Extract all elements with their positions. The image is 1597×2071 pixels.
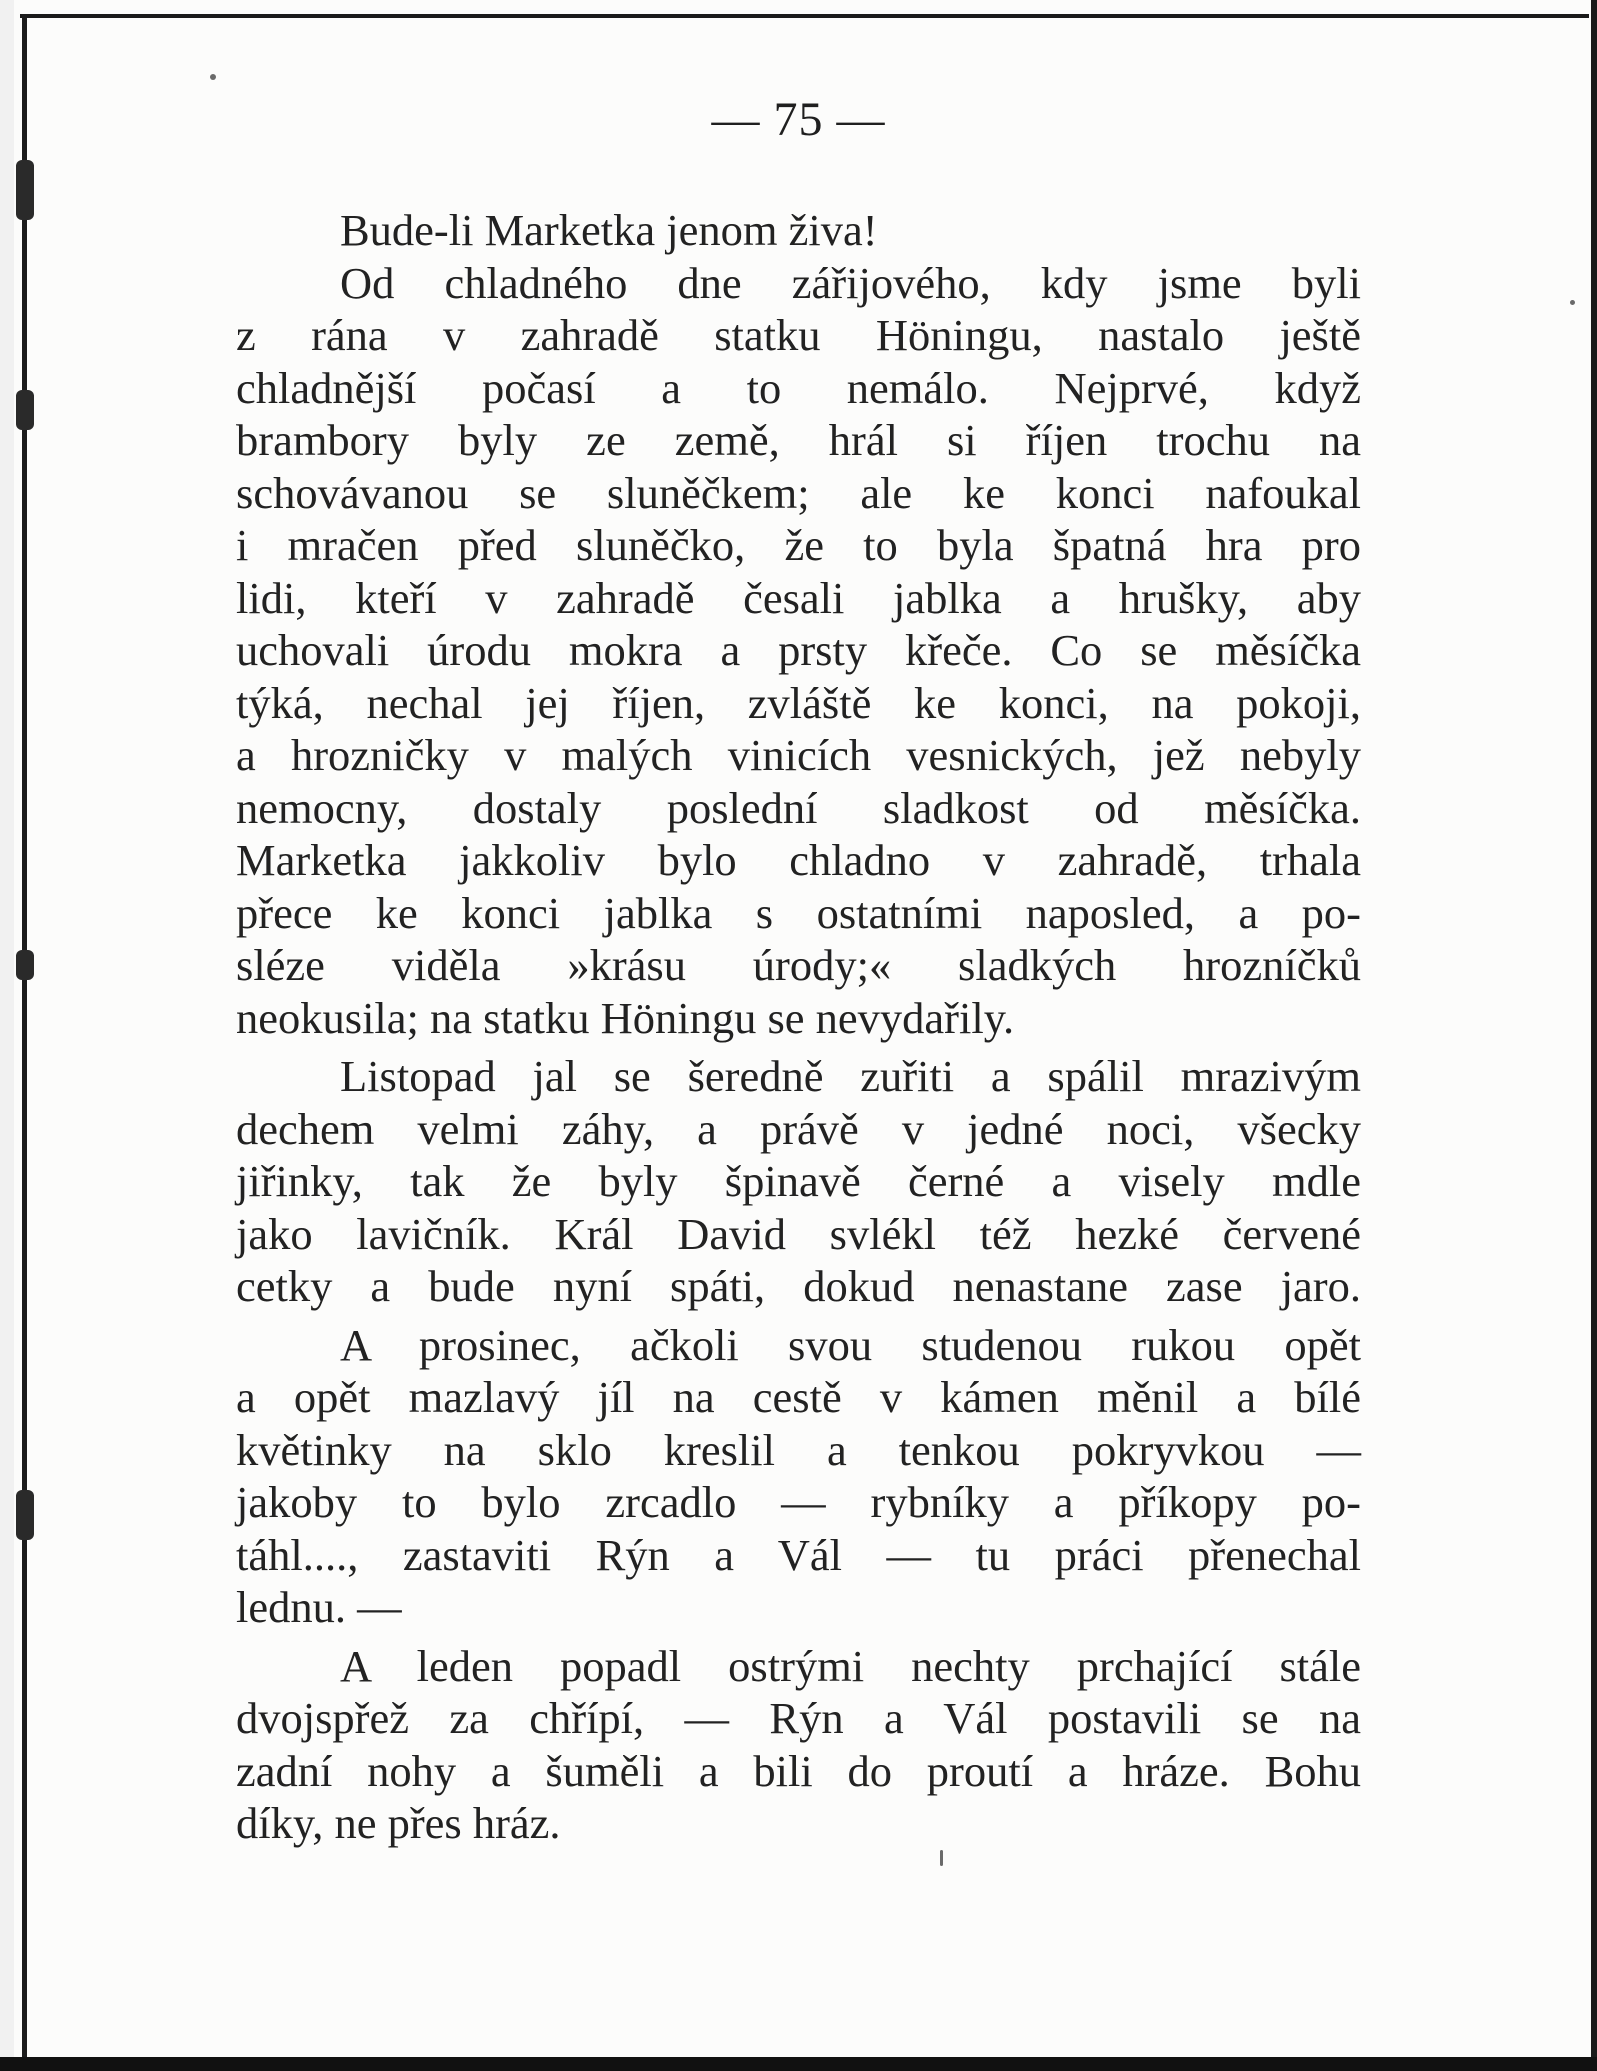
- text-line: neokusila; na statku Höningu se nevydařily.: [236, 992, 1015, 1043]
- text-line: nemocny, dostaly poslední sladkost od měsíčka.: [236, 782, 1361, 833]
- page-edge-top: [20, 14, 1589, 18]
- text-line: Marketka jakkoliv bylo chladno v zahradě, trhala: [236, 835, 1361, 885]
- text-line: A prosinec, ačkoli svou studenou rukou opět: [340, 1319, 1361, 1370]
- text-line: lidi, kteří v zahradě česali jablka a hrušky, aby: [236, 572, 1361, 623]
- text-line: dvojspřež za chřípí, — Rýn a Vál postavili se na: [236, 1693, 1361, 1743]
- body-text: [236, 204, 1361, 1850]
- text-line: dechem velmi záhy, a právě v jedné noci, všecky: [236, 1103, 1361, 1154]
- binding-mark: [16, 390, 34, 430]
- text-line: Listopad jal se šeredně zuřiti a spálil mrazivým: [340, 1051, 1361, 1101]
- text-line: Od chladného dne zářijového, kdy jsme byli: [340, 257, 1361, 308]
- text-line: přece ke konci jablka s ostatními naposled, a po-: [236, 887, 1361, 938]
- text-line: A leden popadl ostrými nechty prchající stále: [340, 1640, 1361, 1691]
- paragraph: [236, 204, 1361, 257]
- text-line: táhl...., zastaviti Rýn a Vál — tu práci přenechal: [236, 1529, 1361, 1580]
- page-edge-left: [22, 14, 27, 2057]
- text-line: z rána v zahradě statku Höningu, nastalo ještě: [236, 310, 1361, 360]
- paragraph: [236, 1050, 1361, 1313]
- text-line: sléze viděla »krásu úrody;« sladkých hrozníčků: [236, 940, 1361, 990]
- page-edge-bottom: [0, 2057, 1597, 2071]
- text-line: chladnější počasí a to nemálo. Nejprvé, když: [236, 362, 1361, 413]
- text-line: cetky a bude nyní spáti, dokud nenastane zase jaro.: [236, 1261, 1361, 1311]
- page-number: — 75 —: [711, 93, 886, 146]
- text-line: a hrozničky v malých vinicích vesnických, jež nebyly: [236, 730, 1361, 780]
- text-line: týká, nechal jej říjen, zvláště ke konci, na pokoji,: [236, 677, 1361, 728]
- binding-mark: [16, 950, 34, 980]
- page-edge-right: [1591, 0, 1597, 2071]
- binding-mark: [16, 1490, 34, 1540]
- paragraph: [236, 257, 1361, 1045]
- text-line: lednu. —: [236, 1582, 402, 1632]
- page-margin-left: [0, 0, 14, 2071]
- paragraph: [236, 1319, 1361, 1634]
- text-line: květinky na sklo kreslil a tenkou pokryvkou —: [236, 1424, 1361, 1475]
- scan-speck: [940, 1850, 943, 1866]
- text-line: a opět mazlavý jíl na cestě v kámen měnil a bílé: [236, 1372, 1361, 1422]
- text-line: zadní nohy a šuměli a bili do proutí a hráze. Bohu: [236, 1745, 1361, 1796]
- scan-speck: [1570, 300, 1575, 305]
- text-line: uchovali úrodu mokra a prsty křeče. Co se měsíčka: [236, 625, 1361, 675]
- text-line: jiřinky, tak že byly špinavě černé a visely mdle: [236, 1156, 1361, 1206]
- text-line: jakoby to bylo zrcadlo — rybníky a příkopy po-: [236, 1477, 1361, 1527]
- scan-speck: [210, 74, 216, 80]
- binding-mark: [16, 160, 34, 220]
- paragraph: [236, 1640, 1361, 1850]
- text-line: i mračen před sluněčko, že to byla špatná hra pro: [236, 520, 1361, 570]
- text-line: schovávanou se sluněčkem; ale ke konci nafoukal: [236, 467, 1361, 518]
- text-line: jako lavičník. Král David svlékl též hezké červené: [236, 1208, 1361, 1259]
- text-line: Bude-li Marketka jenom živa!: [340, 205, 878, 255]
- text-line: díky, ne přes hráz.: [236, 1798, 561, 1848]
- text-line: brambory byly ze země, hrál si říjen trochu na: [236, 415, 1361, 465]
